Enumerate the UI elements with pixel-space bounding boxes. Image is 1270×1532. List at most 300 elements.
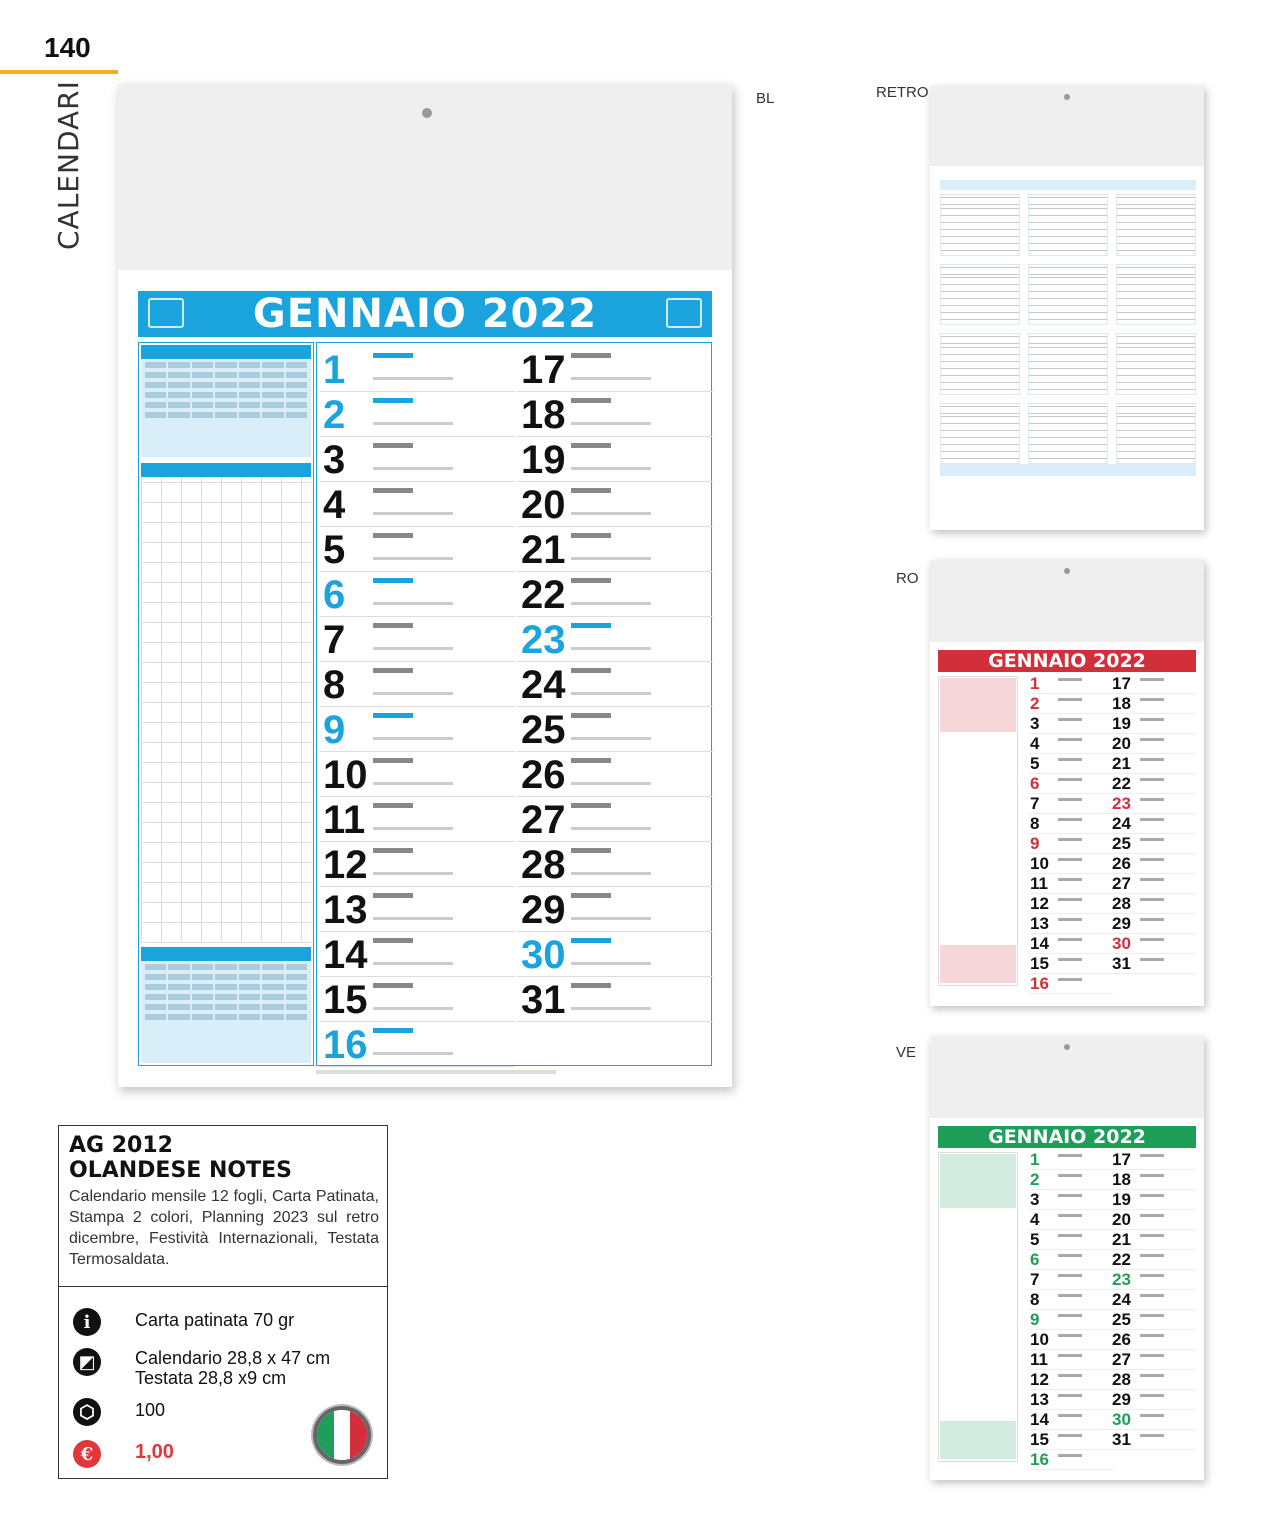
day-number: 25 xyxy=(1112,834,1131,853)
calendar-retro-image xyxy=(930,86,1204,530)
saint-line xyxy=(571,827,651,830)
day-number: 16 xyxy=(323,1023,368,1067)
weekday-label xyxy=(1140,898,1164,901)
calendar-red-variant-image xyxy=(930,560,1204,1006)
day-cell xyxy=(319,1022,515,1067)
weekday-label xyxy=(1058,818,1082,821)
weekday-label xyxy=(1140,1394,1164,1397)
day-number: 22 xyxy=(1112,774,1131,793)
day-number: 20 xyxy=(1112,1210,1131,1229)
saint-line xyxy=(373,782,453,785)
saint-line xyxy=(571,602,651,605)
retro-footer-band xyxy=(940,464,1196,476)
day-number: 29 xyxy=(521,888,566,932)
day-cell xyxy=(1028,714,1114,734)
day-number: 1 xyxy=(1030,1150,1040,1169)
day-number: 15 xyxy=(1030,954,1049,973)
mini-calendar-prev xyxy=(141,345,311,457)
day-number: 30 xyxy=(1112,1410,1131,1429)
weekday-label xyxy=(1058,1314,1082,1317)
page-number-underline xyxy=(0,70,118,74)
weekday-label xyxy=(571,488,611,493)
weekday-label xyxy=(1058,1334,1082,1337)
days-column-right xyxy=(1110,674,1196,974)
day-cell xyxy=(1028,1270,1114,1290)
saint-line xyxy=(571,377,651,380)
product-name: OLANDESE NOTES xyxy=(69,1158,292,1183)
day-number: 24 xyxy=(521,663,566,707)
day-number: 10 xyxy=(1030,854,1049,873)
day-number: 5 xyxy=(1030,1230,1040,1249)
day-cell xyxy=(1110,1410,1196,1430)
day-number: 2 xyxy=(1030,1170,1040,1189)
saint-line xyxy=(571,512,651,515)
day-cell xyxy=(1028,1450,1114,1470)
weekday-label xyxy=(571,533,611,538)
weekday-label xyxy=(1140,1214,1164,1217)
weekday-label xyxy=(1140,878,1164,881)
weekday-label xyxy=(571,803,611,808)
day-cell xyxy=(1110,794,1196,814)
day-cell xyxy=(1028,814,1114,834)
day-cell xyxy=(1110,914,1196,934)
day-cell xyxy=(1028,1390,1114,1410)
day-number: 20 xyxy=(1112,734,1131,753)
day-number: 27 xyxy=(521,798,566,842)
weekday-label xyxy=(1058,1374,1082,1377)
day-cell xyxy=(319,662,515,707)
day-cell xyxy=(1110,1310,1196,1330)
month-title: GENNAIO 2022 xyxy=(252,291,598,337)
size-icon: ◩ xyxy=(73,1348,101,1376)
day-number: 8 xyxy=(1030,814,1040,833)
day-number: 26 xyxy=(1112,1330,1131,1349)
day-number: 10 xyxy=(323,753,368,797)
day-number: 6 xyxy=(1030,774,1040,793)
day-cell xyxy=(1028,1230,1114,1250)
day-cell xyxy=(1028,754,1114,774)
saint-line xyxy=(373,917,453,920)
day-cell xyxy=(1028,694,1114,714)
saint-line xyxy=(571,917,651,920)
calendar-main-image xyxy=(118,84,732,1087)
day-number: 4 xyxy=(323,483,346,527)
saint-line xyxy=(373,377,453,380)
day-number: 31 xyxy=(1112,1430,1131,1449)
saint-line xyxy=(373,1052,453,1055)
weekday-label xyxy=(1058,778,1082,781)
day-cell xyxy=(517,437,713,482)
month-band xyxy=(138,291,712,337)
day-number: 11 xyxy=(1030,1350,1048,1369)
weekday-label xyxy=(373,668,413,673)
weekday-label xyxy=(1140,758,1164,761)
weekday-label xyxy=(373,848,413,853)
weekday-label xyxy=(373,353,413,358)
italy-flag-icon xyxy=(313,1406,371,1464)
weekday-label xyxy=(373,758,413,763)
day-cell xyxy=(1110,1390,1196,1410)
day-number: 15 xyxy=(1030,1430,1049,1449)
day-number: 7 xyxy=(323,618,346,662)
day-cell xyxy=(517,662,713,707)
calendar-green-variant-image xyxy=(930,1036,1204,1480)
weekday-label xyxy=(1058,938,1082,941)
side-panel xyxy=(138,342,314,1066)
weekday-label xyxy=(1058,1214,1082,1217)
saint-line xyxy=(373,1007,453,1010)
weekday-label xyxy=(1140,958,1164,961)
day-number: 18 xyxy=(1112,1170,1131,1189)
weekday-label xyxy=(1140,838,1164,841)
saint-line xyxy=(373,512,453,515)
variant-label-bl: BL xyxy=(756,90,775,107)
day-number: 28 xyxy=(521,843,566,887)
days-column-left xyxy=(1028,674,1114,994)
divider xyxy=(59,1286,387,1287)
spec-price xyxy=(73,1440,174,1468)
day-cell xyxy=(1028,874,1114,894)
month-title: GENNAIO 2022 xyxy=(988,650,1146,672)
day-number: 22 xyxy=(1112,1250,1131,1269)
day-cell xyxy=(517,617,713,662)
product-code: AG 2012 xyxy=(69,1133,173,1158)
day-cell xyxy=(1110,1370,1196,1390)
weekday-label xyxy=(1140,798,1164,801)
side-panel xyxy=(938,676,1018,986)
saint-line xyxy=(373,422,453,425)
day-number: 30 xyxy=(1112,934,1131,953)
weekday-label xyxy=(1058,898,1082,901)
day-number: 27 xyxy=(1112,1350,1131,1369)
weekday-label xyxy=(1140,718,1164,721)
euro-icon: € xyxy=(73,1440,101,1468)
day-cell xyxy=(1028,1170,1114,1190)
weekday-label xyxy=(571,848,611,853)
product-info-box xyxy=(58,1125,388,1479)
saint-line xyxy=(571,467,651,470)
day-number: 12 xyxy=(1030,894,1049,913)
day-cell xyxy=(517,932,713,977)
day-number: 13 xyxy=(1030,914,1049,933)
weekday-label xyxy=(1140,918,1164,921)
weekday-label xyxy=(1058,838,1082,841)
day-number: 9 xyxy=(1030,834,1040,853)
weekday-label xyxy=(373,578,413,583)
day-number: 19 xyxy=(1112,714,1131,733)
day-number: 1 xyxy=(323,348,346,392)
day-cell xyxy=(1110,1150,1196,1170)
day-cell xyxy=(1110,874,1196,894)
day-cell xyxy=(1110,1430,1196,1450)
weekday-label xyxy=(1140,698,1164,701)
days-column-right xyxy=(1110,1150,1196,1450)
weekday-label xyxy=(1140,1274,1164,1277)
side-panel xyxy=(938,1152,1018,1462)
weekday-label xyxy=(571,758,611,763)
weekday-label xyxy=(1140,678,1164,681)
weekday-label xyxy=(1058,738,1082,741)
product-description: Calendario mensile 12 fogli, Carta Patinata, Stampa 2 colori, Planning 2023 sul retro dicembre, Festività Internazionali, Testata Termosaldata. xyxy=(69,1188,379,1268)
weekday-label xyxy=(571,353,611,358)
weekday-label xyxy=(571,443,611,448)
day-cell xyxy=(1110,1330,1196,1350)
day-cell xyxy=(1110,1170,1196,1190)
saint-line xyxy=(373,557,453,560)
spec-size-line1: Calendario 28,8 x 47 cm xyxy=(135,1348,331,1368)
day-cell xyxy=(1028,1350,1114,1370)
day-cell xyxy=(319,347,515,392)
weekday-label xyxy=(1058,698,1082,701)
day-number: 28 xyxy=(1112,894,1131,913)
day-cell xyxy=(1028,854,1114,874)
weekday-label xyxy=(1140,778,1164,781)
spec-paper xyxy=(73,1308,294,1336)
day-cell xyxy=(1028,674,1114,694)
variant-label-ve: VE xyxy=(896,1044,917,1061)
weekday-label xyxy=(373,893,413,898)
day-cell xyxy=(1110,1270,1196,1290)
day-cell xyxy=(319,437,515,482)
day-cell xyxy=(319,977,515,1022)
day-cell xyxy=(1110,754,1196,774)
day-number: 4 xyxy=(1030,1210,1040,1229)
spec-size xyxy=(73,1348,330,1388)
notes-grid xyxy=(141,463,311,943)
saint-line xyxy=(373,737,453,740)
day-cell xyxy=(1110,854,1196,874)
weekday-label xyxy=(1058,1414,1082,1417)
day-cell xyxy=(1110,774,1196,794)
day-number: 31 xyxy=(1112,954,1131,973)
retro-title-band xyxy=(940,180,1196,190)
day-cell xyxy=(1028,834,1114,854)
calendar-footer xyxy=(316,1070,556,1074)
saint-line xyxy=(373,692,453,695)
day-cell xyxy=(319,887,515,932)
day-number: 7 xyxy=(1030,794,1040,813)
day-number: 26 xyxy=(521,753,566,797)
mini-calendar-next xyxy=(940,945,1016,983)
day-number: 20 xyxy=(521,483,566,527)
weekday-label xyxy=(1058,798,1082,801)
weekday-label xyxy=(1058,1354,1082,1357)
day-cell xyxy=(1110,1250,1196,1270)
weekday-label xyxy=(1140,1434,1164,1437)
weekday-label xyxy=(373,623,413,628)
day-cell xyxy=(1028,1150,1114,1170)
weekday-label xyxy=(571,578,611,583)
day-cell xyxy=(319,932,515,977)
day-cell xyxy=(1110,674,1196,694)
weekday-label xyxy=(373,983,413,988)
days-column-left xyxy=(1028,1150,1114,1470)
day-number: 23 xyxy=(1112,794,1131,813)
spec-quantity-text: 100 xyxy=(135,1400,166,1420)
saint-line xyxy=(373,647,453,650)
day-number: 16 xyxy=(1030,974,1049,993)
day-cell xyxy=(517,347,713,392)
day-cell xyxy=(319,797,515,842)
variant-label-ro: RO xyxy=(896,570,919,587)
weekday-label xyxy=(1058,1174,1082,1177)
weekday-label xyxy=(571,668,611,673)
day-number: 4 xyxy=(1030,734,1040,753)
weekday-label xyxy=(1140,1374,1164,1377)
day-number: 6 xyxy=(1030,1250,1040,1269)
saint-line xyxy=(571,692,651,695)
weekday-label xyxy=(1140,738,1164,741)
weekday-label xyxy=(1058,1434,1082,1437)
day-cell xyxy=(1028,1330,1114,1350)
day-cell xyxy=(1028,914,1114,934)
hanging-hole xyxy=(1064,94,1070,100)
mini-calendar-next xyxy=(141,947,311,1063)
day-number: 29 xyxy=(1112,914,1131,933)
weekday-label xyxy=(373,488,413,493)
day-number: 8 xyxy=(323,663,346,707)
day-cell xyxy=(517,977,713,1022)
weekday-label xyxy=(1058,1234,1082,1237)
weekday-label xyxy=(1058,678,1082,681)
saint-line xyxy=(373,872,453,875)
day-number: 23 xyxy=(1112,1270,1131,1289)
day-number: 8 xyxy=(1030,1290,1040,1309)
weekday-label xyxy=(373,443,413,448)
weekday-label xyxy=(1058,918,1082,921)
day-number: 13 xyxy=(1030,1390,1049,1409)
saint-line xyxy=(571,782,651,785)
day-number: 16 xyxy=(1030,1450,1049,1469)
weekday-label xyxy=(1140,1234,1164,1237)
weekday-label xyxy=(1058,858,1082,861)
day-cell xyxy=(1110,894,1196,914)
day-cell xyxy=(1028,1190,1114,1210)
day-cell xyxy=(1028,934,1114,954)
day-number: 31 xyxy=(521,978,566,1022)
day-cell xyxy=(1110,834,1196,854)
day-number: 2 xyxy=(323,393,346,437)
section-title: CALENDARI xyxy=(52,80,85,250)
weekday-label xyxy=(373,803,413,808)
day-number: 22 xyxy=(521,573,566,617)
weekday-label xyxy=(1058,718,1082,721)
spec-size-line2: Testata 28,8 x9 cm xyxy=(135,1368,287,1388)
weekday-label xyxy=(1058,978,1082,981)
weekday-label xyxy=(571,983,611,988)
day-cell xyxy=(1028,974,1114,994)
day-cell xyxy=(319,617,515,662)
day-number: 3 xyxy=(1030,714,1040,733)
weekday-label xyxy=(1140,938,1164,941)
weekday-label xyxy=(1058,1394,1082,1397)
saint-line xyxy=(373,962,453,965)
day-cell xyxy=(1028,1310,1114,1330)
weekday-label xyxy=(1058,1194,1082,1197)
weekday-label xyxy=(1140,1154,1164,1157)
day-cell xyxy=(1028,774,1114,794)
day-number: 7 xyxy=(1030,1270,1040,1289)
day-number: 14 xyxy=(323,933,368,977)
weekday-label xyxy=(1058,1154,1082,1157)
day-cell xyxy=(1028,1250,1114,1270)
price-value: 1,00 xyxy=(135,1441,174,1463)
day-number: 15 xyxy=(323,978,368,1022)
saint-line xyxy=(373,827,453,830)
weekday-label xyxy=(373,533,413,538)
month-band xyxy=(938,650,1196,672)
day-number: 17 xyxy=(521,348,566,392)
day-cell xyxy=(319,707,515,752)
day-cell xyxy=(517,392,713,437)
day-cell xyxy=(1110,1290,1196,1310)
saint-line xyxy=(571,647,651,650)
days-column-left xyxy=(319,347,515,1067)
day-cell xyxy=(1110,1190,1196,1210)
saint-line xyxy=(571,737,651,740)
day-number: 5 xyxy=(1030,754,1040,773)
notes-header xyxy=(141,463,311,477)
day-number: 29 xyxy=(1112,1390,1131,1409)
day-cell xyxy=(1110,1350,1196,1370)
saint-line xyxy=(571,872,651,875)
weekday-label xyxy=(1058,958,1082,961)
day-cell xyxy=(1028,894,1114,914)
logo-icon xyxy=(666,298,702,328)
day-number: 21 xyxy=(521,528,566,572)
day-number: 14 xyxy=(1030,1410,1049,1429)
weekday-label xyxy=(373,938,413,943)
mini-calendar-prev xyxy=(940,1154,1016,1208)
month-title: GENNAIO 2022 xyxy=(988,1126,1146,1148)
day-cell xyxy=(1110,714,1196,734)
day-cell xyxy=(1028,1290,1114,1310)
mini-calendar-next xyxy=(940,1421,1016,1459)
day-number: 17 xyxy=(1112,674,1131,693)
day-cell xyxy=(1110,1230,1196,1250)
day-number: 18 xyxy=(521,393,566,437)
day-cell xyxy=(1110,734,1196,754)
package-icon: ⬡ xyxy=(73,1398,101,1426)
day-number: 19 xyxy=(521,438,566,482)
day-cell xyxy=(1028,1210,1114,1230)
weekday-label xyxy=(1140,1174,1164,1177)
weekday-label xyxy=(1058,1254,1082,1257)
day-cell xyxy=(1028,1410,1114,1430)
month-band xyxy=(938,1126,1196,1148)
day-number: 25 xyxy=(521,708,566,752)
day-cell xyxy=(517,572,713,617)
day-cell xyxy=(1028,1370,1114,1390)
variant-label-retro: RETRO xyxy=(876,84,929,101)
weekday-label xyxy=(1058,1294,1082,1297)
weekday-label xyxy=(373,1028,413,1033)
weekday-label xyxy=(571,713,611,718)
day-number: 21 xyxy=(1112,1230,1131,1249)
weekday-label xyxy=(1140,1314,1164,1317)
day-number: 12 xyxy=(323,843,368,887)
year-planning-grid xyxy=(940,194,1196,464)
day-number: 24 xyxy=(1112,1290,1131,1309)
spec-paper-text: Carta patinata 70 gr xyxy=(135,1310,295,1330)
day-cell xyxy=(319,752,515,797)
day-cell xyxy=(1110,694,1196,714)
saint-line xyxy=(571,557,651,560)
spec-size-text xyxy=(135,1348,330,1388)
day-cell xyxy=(1110,934,1196,954)
day-cell xyxy=(517,887,713,932)
hanging-hole xyxy=(1064,568,1070,574)
